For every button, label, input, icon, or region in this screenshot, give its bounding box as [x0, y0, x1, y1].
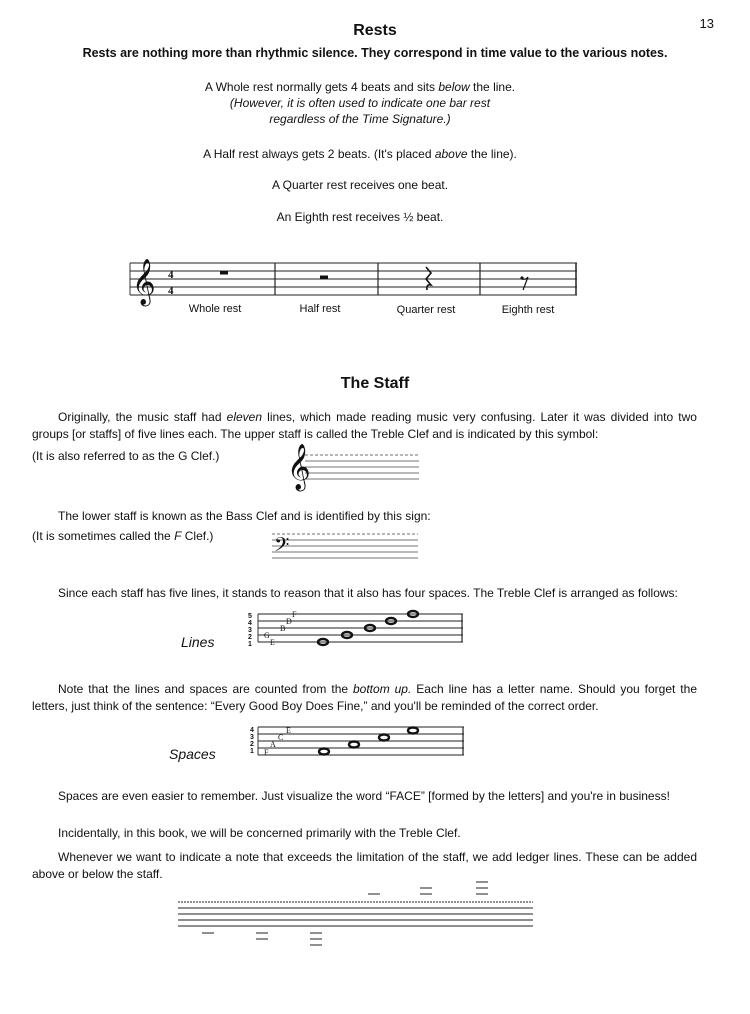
g-clef-note: (It is also referred to as the G Clef.) — [32, 449, 220, 463]
staff-label-eighth-rest: Eighth rest — [501, 304, 555, 316]
space-number-2: 2 — [250, 741, 254, 748]
page-number: 13 — [699, 16, 714, 31]
space-letter-e: E — [286, 726, 291, 735]
treble-clef-icon: 𝄞 — [132, 259, 156, 305]
svg-text:4: 4 — [168, 285, 174, 297]
spaces-diagram — [246, 720, 468, 765]
line-number-3: 3 — [248, 627, 252, 634]
note-space-a-icon — [349, 742, 359, 748]
line-number-2: 2 — [248, 634, 252, 641]
space-number-1: 1 — [250, 748, 254, 755]
face-paragraph: Spaces are even easier to remember. Just visualize the word “FACE” [formed by the letters] and you're in business! — [58, 789, 670, 803]
staff-intro-paragraph: Originally, the music staff had eleven lines, which made reading music very confusing. Later it was divided into two groups [or staffs] of five lines each. The upper staff is called the Treble Clef and is indicated by this symbol: — [32, 410, 697, 441]
staff-label-half-rest: Half rest — [299, 303, 341, 315]
eighth-rest-description: An Eighth rest receives ½ beat. — [276, 210, 444, 224]
ledger-paragraph: Whenever we want to indicate a note that exceeds the limitation of the staff, we add ledger lines. These can be added above or below the staff. — [32, 850, 697, 881]
ledger-lines-icon — [202, 882, 488, 945]
space-letter-c: C — [278, 733, 284, 742]
line-letter-f: F — [292, 610, 297, 619]
whole-rest-note-2: regardless of the Time Signature.) — [269, 112, 451, 126]
half-rest-description: A Half rest always gets 2 beats. (It's placed above the line). — [203, 147, 517, 161]
space-letter-a: A — [270, 740, 276, 749]
line-letter-e: E — [270, 638, 275, 647]
lines-diagram — [246, 607, 468, 655]
note-space-e-icon — [408, 728, 418, 734]
whole-rest-note-1: (However, it is often used to indicate one bar rest — [229, 96, 491, 110]
line-number-4: 4 — [248, 620, 252, 627]
treble-clef-sample — [287, 444, 422, 489]
incidentally-paragraph: Incidentally, in this book, we will be concerned primarily with the Treble Clef. — [58, 826, 461, 840]
eighth-rest-icon — [520, 276, 528, 290]
note-space-f-icon — [319, 749, 329, 755]
rests-staff — [130, 258, 580, 303]
spaces-paragraph: Since each staff has five lines, it stands to reason that it also has four spaces. The Treble Clef is arranged as follows: — [58, 586, 678, 600]
space-number-3: 3 — [250, 734, 254, 741]
space-letter-f: F — [264, 748, 269, 757]
quarter-rest-icon — [426, 267, 431, 290]
g-clef-icon: 𝄞 — [287, 444, 311, 490]
whole-rest-description: A Whole rest normally gets 4 beats and sits below the line. — [204, 80, 516, 94]
line-number-5: 5 — [248, 613, 252, 620]
staff-label-quarter-rest: Quarter rest — [396, 304, 456, 316]
f-clef-icon: 𝄢 — [274, 533, 290, 561]
staff-label-whole-rest: Whole rest — [188, 303, 242, 315]
half-rest-icon — [320, 276, 328, 280]
space-number-4: 4 — [250, 727, 254, 734]
spaces-label: Spaces — [169, 746, 216, 762]
counting-paragraph: Note that the lines and spaces are counted from the bottom up. Each line has a letter name. Should you forget the letters, just think of the sentence: “Every Good Boy Does Fine,” and you'll be reminded of the correct order. — [32, 682, 697, 713]
ledger-lines-staff — [178, 880, 538, 945]
rests-title: Rests — [353, 22, 397, 39]
time-signature: 4 — [168, 269, 174, 281]
whole-rest-icon — [220, 271, 228, 275]
line-letter-d: D — [286, 617, 292, 626]
quarter-rest-description: A Quarter rest receives one beat. — [271, 178, 449, 192]
f-clef-note: (It is sometimes called the F Clef.) — [32, 529, 214, 543]
lines-label: Lines — [181, 634, 215, 650]
line-letter-b: B — [280, 624, 286, 633]
line-letter-g: G — [264, 631, 270, 640]
line-number-1: 1 — [248, 641, 252, 648]
bass-clef-sample — [272, 528, 422, 564]
note-space-c-icon — [379, 735, 389, 741]
staff-title: The Staff — [340, 375, 410, 392]
bass-clef-line: The lower staff is known as the Bass Clef and is identified by this sign: — [58, 509, 431, 523]
rests-lead: Rests are nothing more than rhythmic silence. They correspond in time value to the various notes. — [82, 46, 668, 60]
